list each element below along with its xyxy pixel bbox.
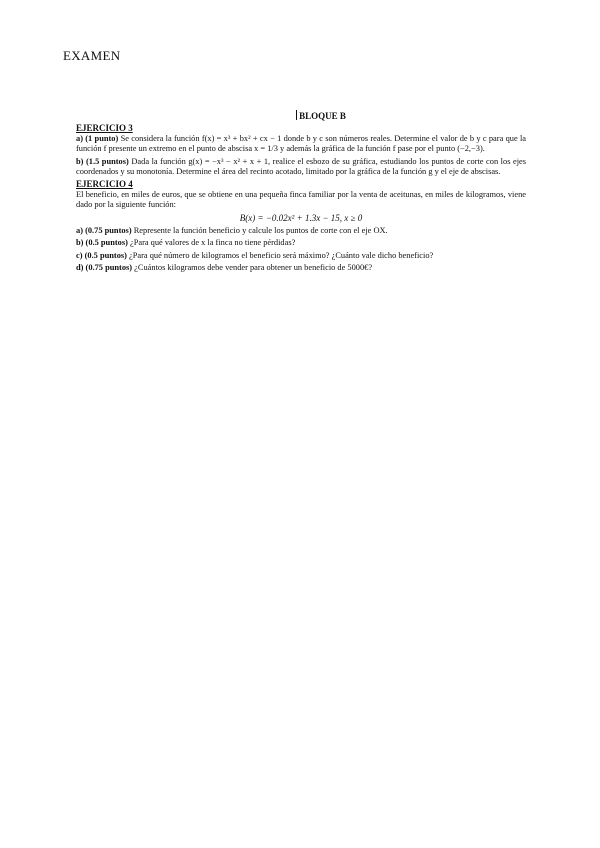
exercise-4-part-a-label: a) (0.75 puntos) [76, 226, 132, 236]
bloque-title: BLOQUE B [299, 111, 346, 121]
exercise-4-formula: B(x) = −0.02x² + 1.3x − 15, x ≥ 0 [239, 212, 363, 223]
text-cursor [296, 110, 297, 120]
exercise-4-title: EJERCICIO 4 [76, 179, 133, 190]
exercise-4-part-b [76, 238, 526, 248]
exercise-3-part-b [76, 157, 526, 178]
exercise-4-part-d [76, 263, 526, 273]
exercise-4-part-d-label: d) (0.75 puntos) [76, 263, 133, 273]
exercise-3-part-b-label: b) (1.5 puntos) [76, 156, 129, 166]
exercise-4-part-c [76, 251, 526, 261]
exercise-3-part-a-text: Se considera la función f(x) = x³ + bx² + cx − 1 donde b y c son números reales. Determine el valor de b y c para que la función f presente un extremo en el punto de abscisa x = 1/3 y además la gráfica de la función f pase por el punto (−2,−3). [76, 133, 527, 154]
exercise-4-part-a [76, 226, 526, 236]
exercise-4-part-a-text: Represente la función beneficio y calcule los puntos de corte con el eje OX. [133, 226, 388, 236]
exercise-4-part-c-text: ¿Para qué número de kilogramos el beneficio será máximo? ¿Cuánto vale dicho beneficio? [129, 250, 434, 260]
exercise-4-part-b-label: b) (0.5 puntos) [76, 238, 128, 248]
exercise-3-part-b-text: Dada la función g(x) = −x³ − x² + x + 1, realice el esbozo de su gráfica, estudiando los puntos de corte con los ejes coordenados y su monotonía. Determine el área del recinto acotado, limitado por la gráfica de la función g y el eje de abscisas. [76, 156, 527, 177]
exam-header: EXAMEN [63, 48, 121, 63]
exam-content [76, 110, 526, 276]
exercise-4-part-b-text: ¿Para qué valores de x la finca no tiene pérdidas? [129, 238, 296, 248]
exercise-3-part-a [76, 134, 526, 155]
exercise-3-title: EJERCICIO 3 [76, 123, 133, 134]
exercise-4-part-d-text: ¿Cuántos kilogramos debe vender para obtener un beneficio de 5000€? [134, 263, 373, 273]
exercise-4-part-c-label: c) (0.5 puntos) [76, 250, 127, 260]
exercise-4-intro: El beneficio, en miles de euros, que se obtiene en una pequeña finca familiar por la venta de aceitunas, en miles de kilogramos, viene dado por la siguiente función: [76, 189, 526, 210]
exercise-3-part-a-label: a) (1 punto) [76, 133, 119, 143]
bloque-heading [76, 110, 526, 121]
